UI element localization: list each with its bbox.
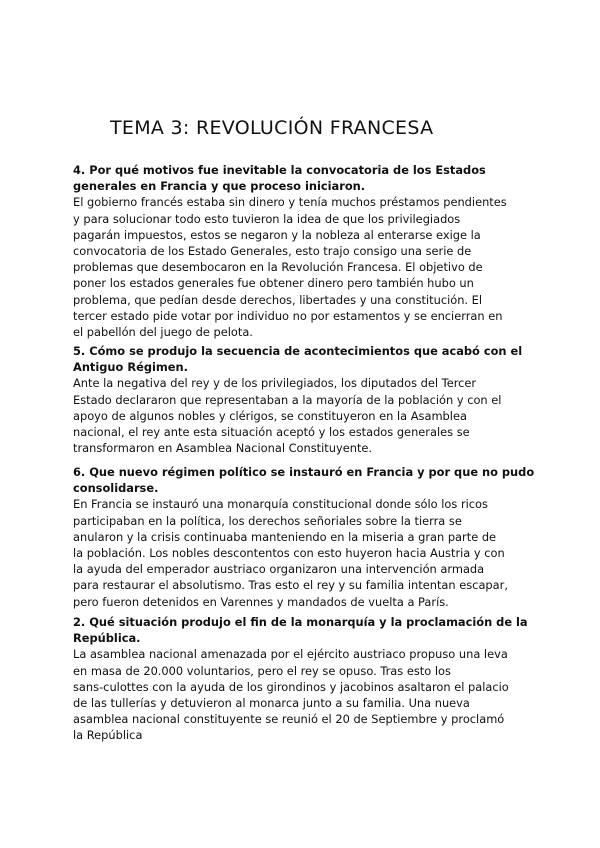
answer-line: tercer estado pide votar por individuo no por estamentos y se encierran en: [73, 308, 503, 323]
question-line: consolidarse.: [73, 481, 159, 496]
question-line: 2. Qué situación produjo el fin de la monarquía y la proclamación de la: [73, 615, 528, 629]
page-title: TEMA 3: REVOLUCIÓN FRANCESA: [110, 117, 434, 139]
section-question-6: [73, 464, 533, 610]
answer-line: nacional, el rey ante esta situación aceptó y los estados generales se: [73, 425, 470, 440]
answer-line: El gobierno francés estaba sin dinero y tenía muchos préstamos pendientes: [73, 195, 507, 210]
question-line: 4. Por qué motivos fue inevitable la convocatoria de los Estados: [73, 163, 486, 177]
answer-line: La asamblea nacional amenazada por el ejército austriaco propuso una leva: [73, 647, 508, 662]
answer-line: en masa de 20.000 voluntarios, pero el rey se opuso. Tras esto los: [73, 663, 451, 678]
question-heading: [73, 614, 533, 646]
answer-line: transformaron en Asamblea Nacional Constituyente.: [73, 441, 373, 456]
answer-line: sans-culottes con la ayuda de los girondinos y jacobinos asaltaron el palacio: [73, 679, 509, 694]
answer-line: anularon y la crisis continuaba manteniendo en la miseria a gran parte de: [73, 529, 497, 544]
answer-line: la República: [73, 728, 143, 743]
section-question-2: [73, 614, 533, 744]
answer-line: pagarán impuestos, estos se negaron y la nobleza al enterarse exige la: [73, 227, 481, 242]
answer-paragraph: [73, 496, 533, 609]
question-line: Antiguo Régimen.: [73, 360, 188, 375]
answer-line: Estado declararon que representaban a la mayoría de la población y con el: [73, 392, 502, 407]
question-line: República.: [73, 631, 141, 646]
answer-line: problemas que desembocaron en la Revolución Francesa. El objetivo de: [73, 260, 483, 275]
question-line: generales en Francia y que proceso iniciaron.: [73, 179, 366, 194]
answer-line: Ante la negativa del rey y de los privilegiados, los diputados del Tercer: [73, 376, 477, 391]
question-line: 5. Cómo se produjo la secuencia de acontecimientos que acabó con el: [73, 344, 523, 358]
answer-line: el pabellón del juego de pelota.: [73, 325, 253, 340]
answer-line: apoyo de algunos nobles y clérigos, se constituyeron en la Asamblea: [73, 408, 467, 423]
answer-line: participaban en la política, los derechos señoriales sobre la tierra se: [73, 513, 462, 528]
question-heading: [73, 162, 533, 194]
answer-line: problema, que pedían desde derechos, libertades y una constitución. El: [73, 292, 483, 307]
answer-paragraph: [73, 646, 533, 743]
answer-line: asamblea nacional constituyente se reunió el 20 de Septiembre y proclamó: [73, 712, 505, 727]
answer-line: pero fueron detenidos en Varennes y mandados de vuelta a París.: [73, 594, 449, 609]
section-question-4: [73, 162, 533, 340]
answer-paragraph: [73, 194, 533, 340]
answer-line: de las tullerías y detuvieron al monarca junto a su familia. Una nueva: [73, 696, 470, 711]
answer-line: poner los estados generales fue obtener dinero pero también hubo un: [73, 276, 474, 291]
answer-line: En Francia se instauró una monarquía constitucional donde sólo los ricos: [73, 497, 488, 512]
question-line: 6. Que nuevo régimen político se instauró en Francia y por que no pudo: [73, 465, 535, 479]
answer-line: y para solucionar todo esto tuvieron la idea de que los privilegiados: [73, 211, 461, 226]
section-question-5: [73, 343, 533, 456]
answer-line: convocatoria de los Estado Generales, esto trajo consigo una serie de: [73, 244, 472, 259]
answer-line: la ayuda del emperador austriaco organizaron una intervención armada: [73, 562, 485, 577]
question-heading: [73, 464, 533, 496]
question-heading: [73, 343, 533, 375]
answer-paragraph: [73, 375, 533, 456]
answer-line: la población. Los nobles descontentos con esto huyeron hacia Austria y con: [73, 546, 505, 561]
answer-line: para restaurar el absolutismo. Tras esto el rey y su familia intentan escapar,: [73, 578, 508, 593]
